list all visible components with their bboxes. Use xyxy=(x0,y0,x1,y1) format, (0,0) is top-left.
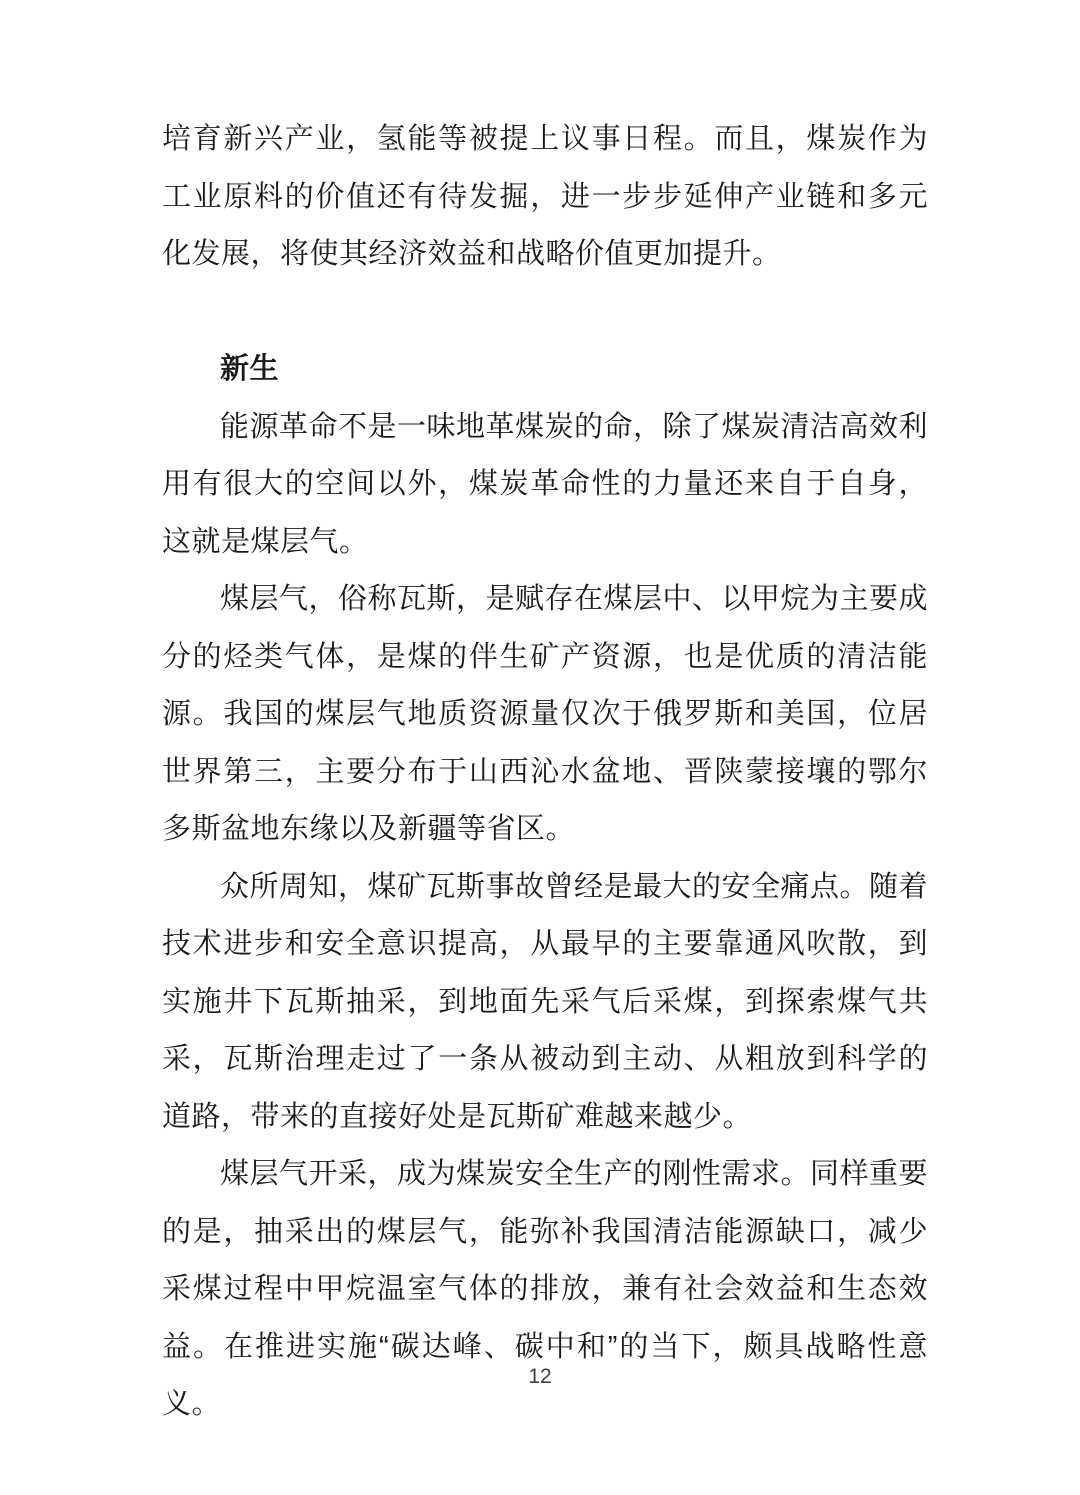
paragraph: 煤层气开采，成为煤炭安全生产的刚性需求。同样重要的是，抽采出的煤层气，能弥补我国清洁能源缺口，减少采煤过程中甲烷温室气体的排放，兼有社会效益和生态效益。在推进实施“碳达峰、碳中和”的当下，颇具战略性意义。 xyxy=(162,1158,929,1420)
page-number: 12 xyxy=(528,1365,552,1388)
paragraph: 众所周知，煤矿瓦斯事故曾经是最大的安全痛点。随着技术进步和安全意识提高，从最早的主要靠通风吹散，到实施井下瓦斯抽采，到地面先采气后采煤，到探索煤气共采，瓦斯治理走过了一条从被动到主动、从粗放到科学的道路，带来的直接好处是瓦斯矿难越来越少。 xyxy=(162,870,929,1133)
text-content xyxy=(162,111,928,1434)
page-footer xyxy=(0,1363,1080,1391)
paragraph: 能源革命不是一味地革煤炭的命，除了煤炭清洁高效利用有很大的空间以外，煤炭革命性的力量还来自于自身，这就是煤层气。 xyxy=(162,410,929,558)
paragraph-continuation: 培育新兴产业，氢能等被提上议事日程。而且，煤炭作为工业原料的价值还有待发掘，进一步步延伸产业链和多元化发展，将使其经济效益和战略价值更加提升。 xyxy=(162,123,928,270)
paragraph: 煤层气，俗称瓦斯，是赋存在煤层中、以甲烷为主要成分的烃类气体，是煤的伴生矿产资源，也是优质的清洁能源。我国的煤层气地质资源量仅次于俄罗斯和美国，位居世界第三，主要分布于山西沁水盆地、晋陕蒙接壤的鄂尔多斯盆地东缘以及新疆等省区。 xyxy=(162,583,929,845)
section-heading: 新生 xyxy=(220,353,280,385)
